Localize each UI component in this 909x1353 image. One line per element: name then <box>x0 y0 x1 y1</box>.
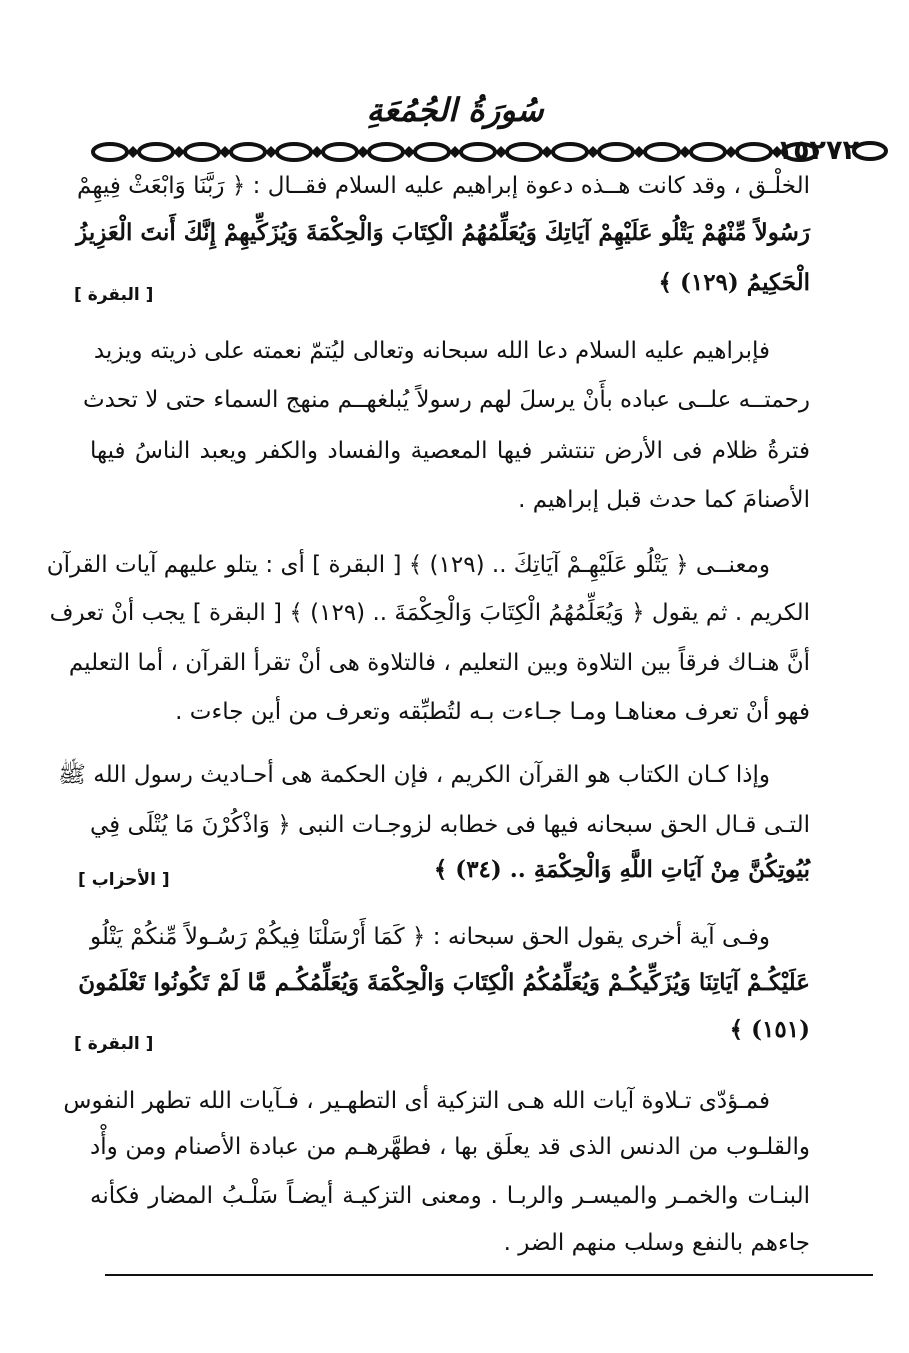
text-line: الخلْـق ، وقد كانت هــذه دعوة إبراهيم عليه السلام فقــال : ﴿ رَبَّنَا وَابْعَثْ فِيهِمْ <box>77 173 810 199</box>
text-line: الأصنامَ كما حدث قبل إبراهيم . <box>518 487 810 513</box>
text-line: فترةُ ظلام فى الأرض تنتشر فيها المعصية والفساد والكفر ويعبد الناسُ فيها <box>90 438 810 464</box>
verse-line: الْحَكِيمُ (١٢٩) ﴾ <box>658 269 810 296</box>
text-line: التـى قـال الحق سبحانه فيها فى خطابه لزوجـات النبى ﴿ وَاذْكُرْنَ مَا يُتْلَى فِي <box>90 812 810 838</box>
text-line: فمـؤدّى تـلاوة آيات الله هـى التزكية أى التطهـير ، فـآيات الله تطهر النفوس <box>63 1088 770 1114</box>
surah-reference: [ البقرة ] <box>74 1034 154 1054</box>
text-line: ومعنــى ﴿ يَتْلُو عَلَيْهِـمْ آيَاتِكَ .. (١٢٩) ﴾ [ البقرة ] أى : يتلو عليهم آيات القرآن <box>46 552 770 578</box>
chain-end-ornament <box>851 140 889 162</box>
text-line: رحمتــه علــى عباده بأَنْ يرسلَ لهم رسولاً يُبلغهــم منهج السماء حتى لا تحدث <box>82 387 810 413</box>
verse-line: بُيُوتِكُنَّ مِنْ آيَاتِ اللَّهِ وَالْحِكْمَةِ .. (٣٤) ﴾ <box>433 856 810 883</box>
text-line: أنَّ هنـاك فرقاً بين التلاوة وبين التعليم ، فالتلاوة هى أنْ تقرأ القرآن ، أما التعليم <box>68 650 810 676</box>
text-line: البنـات والخمـر والميسـر والربـا . ومعنى التزكيـة أيضـاً سَلْـبُ المضار فكأنه <box>90 1183 810 1209</box>
page-number: ١٥٢٧٢ <box>776 135 859 166</box>
surah-reference: [ الأحزاب ] <box>78 870 170 890</box>
verse-line: (١٥١) ﴾ <box>729 1016 810 1043</box>
page-body <box>46 0 810 1353</box>
text-line: وفـى آية أخرى يقول الحق سبحانه : ﴿ كَمَا أَرْسَلْنَا فِيكُمْ رَسُـولاً مِّنكُمْ يَتْلُو <box>90 924 770 950</box>
surah-title: سُورَةُ الجُمُعَةِ <box>366 91 544 129</box>
verse-line: عَلَيْكُـمْ آيَاتِنَا وَيُزَكِّيكُـمْ وَيُعَلِّمُكُمُ الْكِتَابَ وَالْحِكْمَةَ وَيُعَلِّمُكُـم مَّا لَمْ تَكُونُوا تَعْلَمُونَ <box>78 969 810 996</box>
text-line: فإبراهيم عليه السلام دعا الله سبحانه وتعالى ليُتمّ نعمته على ذريته ويزيد <box>93 338 770 364</box>
text-line: جاءهم بالنفع وسلب منهم الضر . <box>503 1230 810 1256</box>
surah-reference: [ البقرة ] <box>74 285 154 305</box>
text-line: فهو أنْ تعرف معناهـا ومـا جـاءت بـه لتُطبِّقه وتعرف من أين جاءت . <box>175 699 810 725</box>
verse-line: رَسُولاً مِّنْهُمْ يَتْلُو عَلَيْهِمْ آيَاتِكَ وَيُعَلِّمُهُمُ الْكِتَابَ وَالْحِكْمَةَ وَيُزَكِّيهِمْ إِنَّكَ أَنتَ الْعَزِيزُ <box>76 219 810 246</box>
text-line: الكريم . ثم يقول ﴿ وَيُعَلِّمُهُمُ الْكِتَابَ وَالْحِكْمَةَ .. (١٢٩) ﴾ [ البقرة ] يجب أنْ تعرف <box>49 600 810 626</box>
text-line: وإذا كـان الكتاب هو القرآن الكريم ، فإن الحكمة هى أحـاديث رسول الله ﷺ <box>58 762 770 788</box>
text-line: والقلـوب من الدنس الذى قد يعلَق بها ، فطهَّرهـم من عبادة الأصنام ومن وأْد <box>90 1134 810 1160</box>
footer-rule <box>105 1274 873 1276</box>
